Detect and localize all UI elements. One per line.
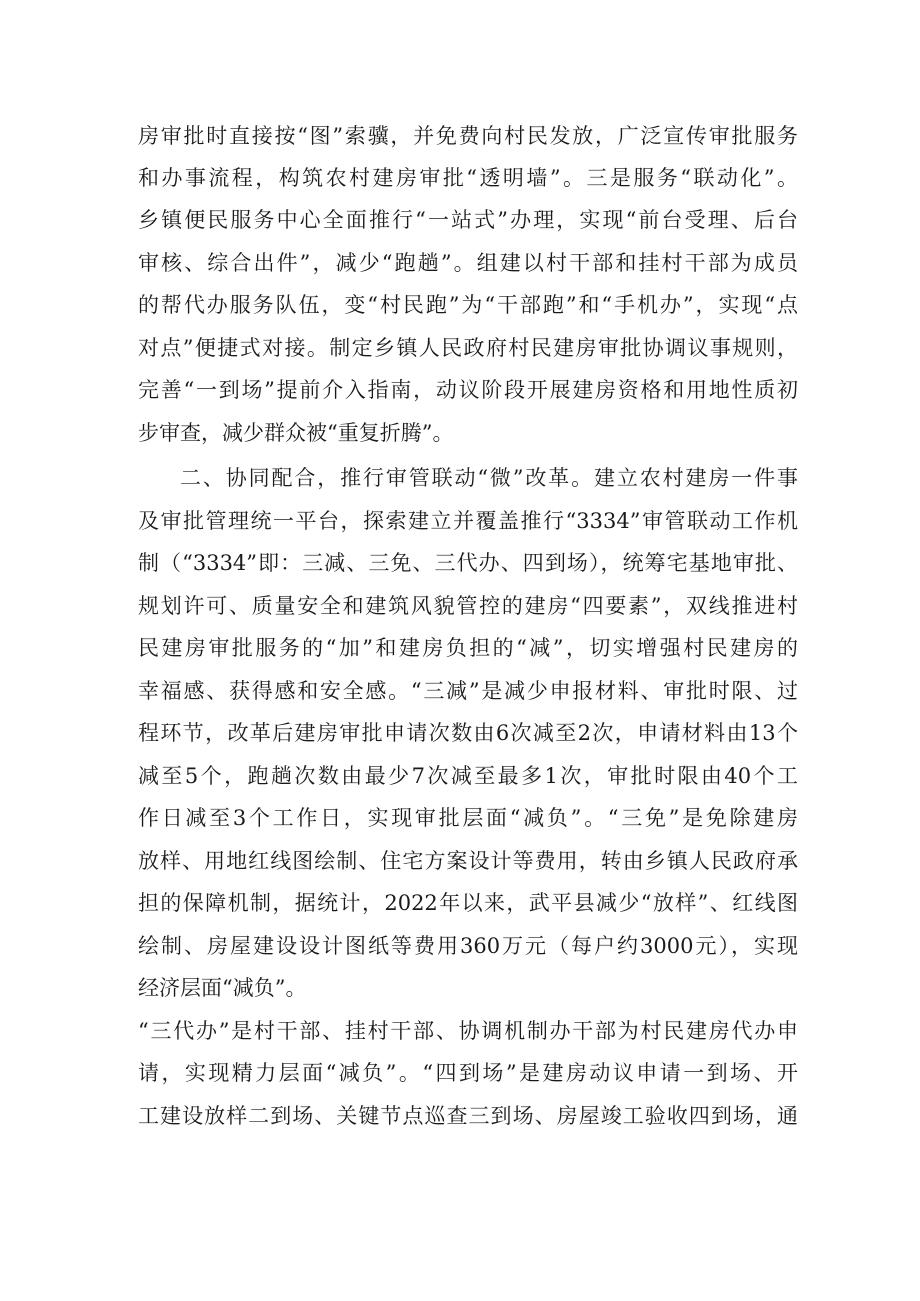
body-text-line: 工建设放样二到场、关键节点巡查三到场、房屋竣工验收四到场，通 bbox=[138, 1104, 798, 1128]
body-text-line: 和办事流程，构筑农村建房审批“透明墙”。三是服务“联动化”。 bbox=[138, 166, 798, 190]
body-text-line: 规划许可、质量安全和建筑风貌管控的建房“四要素”，双线推进村 bbox=[138, 594, 798, 618]
body-text-line: 程环节，改革后建房审批申请次数由6次减至2次，申请材料由13个 bbox=[138, 721, 798, 745]
body-text-line: 幸福感、获得感和安全感。“三减”是减少申报材料、审批时限、过 bbox=[138, 679, 798, 703]
body-text-line: 房审批时直接按“图”索骥，并免费向村民发放，广泛宣传审批服务 bbox=[138, 124, 798, 148]
body-text-line: 对点”便捷式对接。制定乡镇人民政府村民建房审批协调议事规则， bbox=[138, 336, 798, 360]
body-text-line: 制（“3334”即：三减、三免、三代办、四到场），统筹宅基地审批、 bbox=[138, 551, 798, 575]
body-text-line: 绘制、房屋建设设计图纸等费用360万元（每户约3000元），实现 bbox=[138, 934, 798, 958]
body-text-line: 作日减至3个工作日，实现审批层面“减负”。“三免”是免除建房 bbox=[138, 806, 798, 830]
body-text-line: 步审查，减少群众被“重复折腾”。 bbox=[138, 421, 454, 445]
body-text-line: “三代办”是村干部、挂村干部、协调机制办干部为村民建房代办申 bbox=[138, 1019, 798, 1043]
body-text-line: 放样、用地红线图绘制、住宅方案设计等费用，转由乡镇人民政府承 bbox=[138, 849, 798, 873]
body-text-line: 减至5个，跑趟次数由最少7次减至最多1次，审批时限由40个工 bbox=[138, 764, 798, 788]
body-text-line: 请，实现精力层面“减负”。“四到场”是建房动议申请一到场、开 bbox=[138, 1061, 798, 1085]
body-text-line: 担的保障机制，据统计，2022年以来，武平县减少“放样”、红线图 bbox=[138, 891, 798, 915]
body-text-line: 及审批管理统一平台，探索建立并覆盖推行“3334”审管联动工作机 bbox=[138, 509, 798, 533]
body-text-line: 乡镇便民服务中心全面推行“一站式”办理，实现“前台受理、后台 bbox=[138, 208, 798, 232]
body-text-line: 的帮代办服务队伍，变“村民跑”为“干部跑”和“手机办”，实现“点 bbox=[138, 293, 798, 317]
body-text-line: 民建房审批服务的“加”和建房负担的“减”，切实增强村民建房的 bbox=[138, 636, 798, 660]
body-text-line: 审核、综合出件”，减少“跑趟”。组建以村干部和挂村干部为成员 bbox=[138, 251, 798, 275]
body-text-line: 完善“一到场”提前介入指南，动议阶段开展建房资格和用地性质初 bbox=[138, 378, 798, 402]
body-text-line: 经济层面“减负”。 bbox=[138, 976, 307, 1000]
section-heading-line: 二、协同配合，推行审管联动“微”改革。建立农村建房一件事 bbox=[180, 466, 798, 490]
